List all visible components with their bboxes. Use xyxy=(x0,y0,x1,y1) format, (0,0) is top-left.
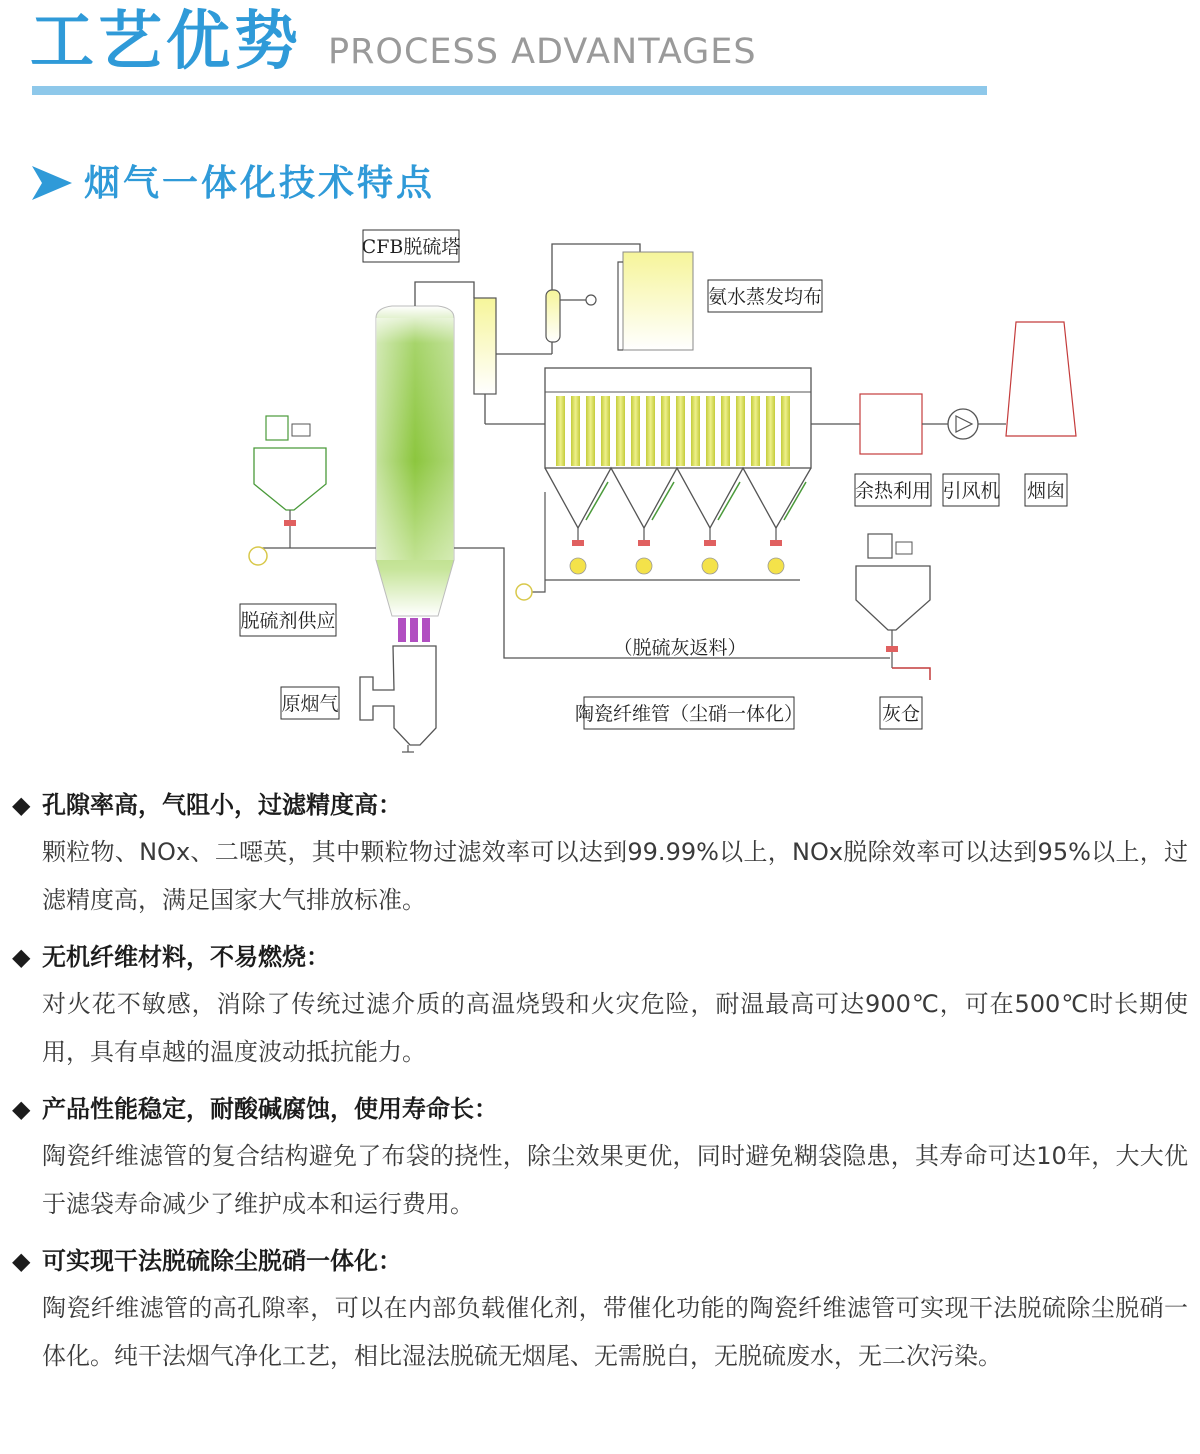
label-raw-flue-gas: 原烟气 xyxy=(281,693,339,715)
header-divider xyxy=(32,86,987,95)
feature-body: 对火花不敏感，消除了传统过滤介质的高温烧毁和火灾危险，耐温最高可达900℃，可在500℃时长期使用，具有卓越的温度波动抵抗能力。 xyxy=(42,990,1188,1066)
desulfurizer-silo xyxy=(249,416,376,565)
feature-body: 陶瓷纤维滤管的复合结构避免了布袋的挠性，除尘效果更优，同时避免糊袋隐患，其寿命可达10年，大大优于滤袋寿命减少了维护成本和运行费用。 xyxy=(42,1142,1188,1218)
feature-heading: 孔隙率高，气阻小，过滤精度高： xyxy=(42,791,402,819)
feature-body: 陶瓷纤维滤管的高孔隙率，可以在内部负载催化剂，带催化功能的陶瓷纤维滤管可实现干法脱硫除尘脱硝一体化。纯干法烟气净化工艺，相比湿法脱硫无烟尾、无需脱白，无脱硫废水，无二次污染。 xyxy=(42,1294,1188,1370)
label-cfb-tower: CFB脱硫塔 xyxy=(361,236,461,258)
feature-heading: 产品性能稳定，耐酸碱腐蚀，使用寿命长： xyxy=(42,1095,498,1123)
label-ash-return: （脱硫灰返料） xyxy=(613,637,747,659)
feature-body: 颗粒物、NOx、二噁英，其中颗粒物过滤效率可以达到99.99%以上，NOx脱除效率可以达到95%以上，过滤精度高，满足国家大气排放标准。 xyxy=(42,838,1188,914)
separator xyxy=(474,298,552,424)
rotary-valves xyxy=(570,540,784,574)
feature-heading: 可实现干法脱硫除尘脱硝一体化： xyxy=(42,1247,402,1275)
label-desulfurizer-supply: 脱硫剂供应 xyxy=(240,610,336,632)
ceramic-filter-house xyxy=(516,368,811,600)
right-arrow-icon xyxy=(32,166,72,200)
label-ash-bin: 灰仓 xyxy=(881,703,921,725)
label-fan: 引风机 xyxy=(942,480,1000,502)
feature-heading: 无机纤维材料，不易燃烧： xyxy=(42,943,330,971)
diamond-bullet-icon: ◆ xyxy=(12,1247,31,1275)
diamond-bullet-icon: ◆ xyxy=(12,943,31,971)
label-ceramic-tube: 陶瓷纤维管（尘硝一体化） xyxy=(574,703,804,725)
label-heat-recovery: 余热利用 xyxy=(854,480,932,502)
diamond-bullet-icon: ◆ xyxy=(12,791,31,819)
section-title: 烟气一体化技术特点 xyxy=(84,163,436,204)
page-title: 工艺优势 xyxy=(30,5,302,79)
label-ammonia: 氨水蒸发均布 xyxy=(707,286,823,308)
exhaust-train xyxy=(811,322,1076,454)
ammonia-evaporator xyxy=(546,244,693,354)
page-subtitle: PROCESS ADVANTAGES xyxy=(328,32,757,72)
label-chimney: 烟囱 xyxy=(1026,480,1066,502)
cfb-tower xyxy=(360,282,474,752)
diamond-bullet-icon: ◆ xyxy=(12,1095,31,1123)
process-diagram xyxy=(0,220,1200,760)
